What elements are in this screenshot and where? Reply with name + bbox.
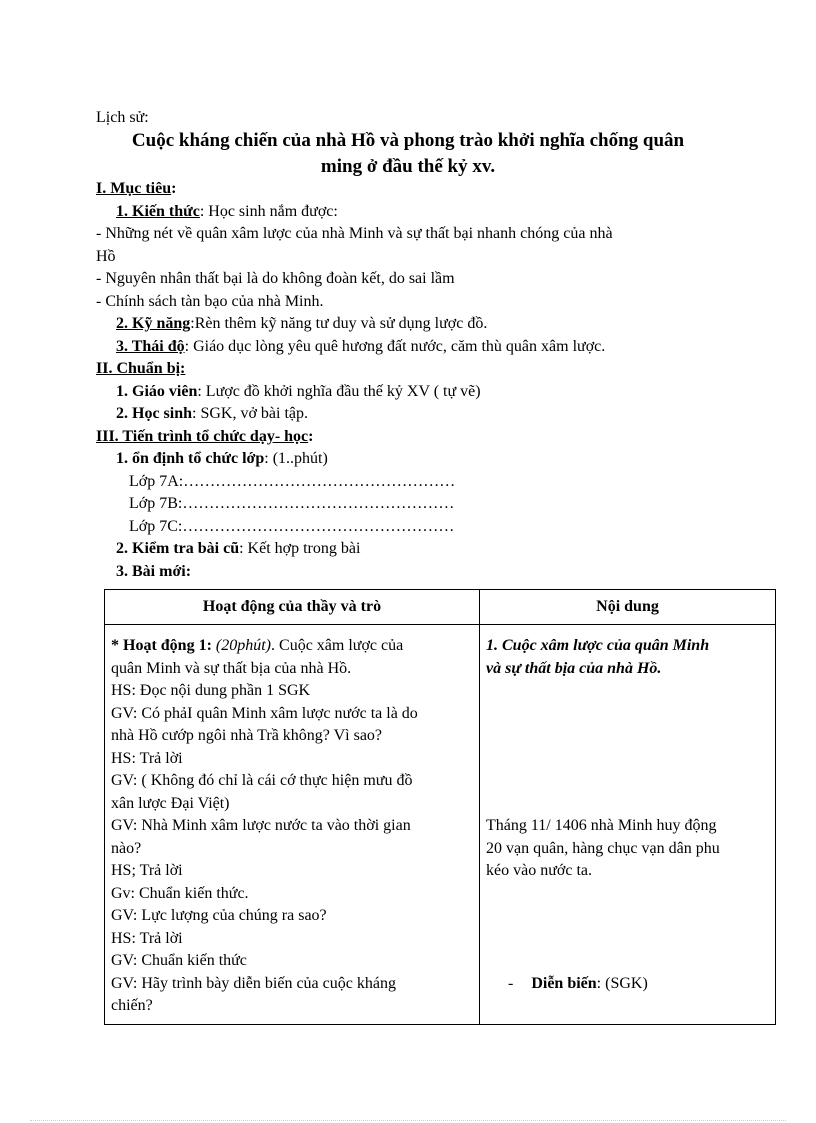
table-header-row (105, 590, 776, 625)
content-heading-line-2: và sự thất bịa của nhà Hồ. (486, 659, 662, 677)
table-header-activities: Hoạt động của thầy và trò (105, 590, 480, 625)
check-old-lesson-line: 2. Kiểm tra bài cũ: Kết hợp trong bài (116, 540, 361, 557)
activity-line: nào? (111, 839, 142, 857)
activity-line: GV: ( Không đó chỉ là cái cớ thực hiện mưu đồ (111, 772, 413, 789)
table-row (105, 625, 776, 1025)
student-line: 2. Học sinh: SGK, vở bài tập. (116, 405, 309, 422)
teacher-line: 1. Giáo viên: Lược đồ khởi nghĩa đầu thế kỷ XV ( tự vẽ) (116, 382, 481, 400)
class-7b-line: Lớp 7B:…………………………………………… (129, 495, 455, 512)
activity-line: HS; Trả lời (111, 862, 183, 879)
stabilize-line: 1. ổn định tổ chức lớp: (1..phút) (116, 450, 328, 467)
knowledge-bullet-2: - Nguyên nhân thất bại là do không đoàn kết, do sai lầm (96, 270, 455, 287)
lesson-title-line-2: ming ở đầu thế kỷ xv. (320, 156, 496, 177)
activity-line: Gv: Chuẩn kiến thức. (111, 884, 249, 902)
activity-line: GV: Có phảI quân Minh xâm lược nước ta là do (111, 704, 418, 722)
class-7a-line: Lớp 7A:…………………………………………… (129, 472, 456, 490)
section-preparation-heading: II. Chuẩn bị: (96, 360, 186, 377)
content-line: 20 vạn quân, hàng chục vạn dân phu (486, 839, 720, 857)
class-7c-line: Lớp 7C:…………………………………………… (129, 517, 455, 535)
page-bottom-divider (30, 1120, 786, 1121)
activity-line: chiến? (111, 997, 153, 1014)
subject-label: Lịch sử: (96, 109, 149, 126)
activity-1-heading: * Hoạt động 1: (20phút). Cuộc xâm lược của (111, 637, 404, 654)
activity-line: HS: Đọc nội dung phần 1 SGK (111, 682, 311, 699)
content-cell (480, 625, 776, 1025)
section-process-heading: III. Tiến trình tổ chức dạy- học: (96, 427, 314, 445)
activity-line: GV: Chuẩn kiến thức (111, 952, 247, 969)
activity-line: GV: Nhà Minh xâm lược nước ta vào thời gian (111, 817, 411, 834)
activity-line: HS: Trả lời (111, 929, 183, 947)
knowledge-bullet-1: - Những nét về quân xâm lược của nhà Minh và sự thất bại nhanh chóng của nhà (96, 225, 613, 242)
activity-line: xân lược Đại Việt) (111, 794, 230, 812)
lesson-table (104, 589, 776, 1025)
content-line: kéo vào nước ta. (486, 862, 592, 879)
table-header-content: Nội dung (480, 590, 776, 625)
new-lesson-line: 3. Bài mới: (116, 562, 192, 580)
skill-line: 2. Kỹ năng:Rèn thêm kỹ năng tư duy và sử dụng lược đồ. (116, 315, 488, 332)
content-line: Tháng 11/ 1406 nhà Minh huy động (486, 817, 717, 834)
knowledge-bullet-3: - Chính sách tàn bạo của nhà Minh. (96, 292, 324, 310)
knowledge-line: 1. Kiến thức: Học sinh nắm được: (116, 202, 338, 220)
activity-line: HS: Trả lời (111, 749, 183, 767)
activity-line: nhà Hồ cướp ngôi nhà Trầ không? Vì sao? (111, 727, 383, 744)
activity-line: quân Minh và sự thất bịa của nhà Hồ. (111, 659, 352, 677)
activity-line: GV: Lực lượng của chúng ra sao? (111, 907, 327, 924)
activities-cell (105, 625, 480, 1025)
content-progress-line: - Diễn biến: (SGK) (508, 974, 648, 992)
lesson-title (96, 128, 720, 180)
activity-line: GV: Hãy trình bày diễn biến của cuộc kháng (111, 974, 396, 992)
lesson-body (96, 178, 716, 583)
knowledge-bullet-1-cont: Hồ (96, 247, 116, 265)
section-objectives-heading: I. Mục tiêu: (96, 180, 177, 197)
lesson-title-line-1: Cuộc kháng chiến của nhà Hồ và phong trào khởi nghĩa chống quân (131, 130, 685, 151)
attitude-line: 3. Thái độ: Giáo dục lòng yêu quê hương đất nước, căm thù quân xâm lược. (116, 337, 606, 355)
content-heading-line-1: 1. Cuộc xâm lược của quân Minh (486, 637, 710, 654)
